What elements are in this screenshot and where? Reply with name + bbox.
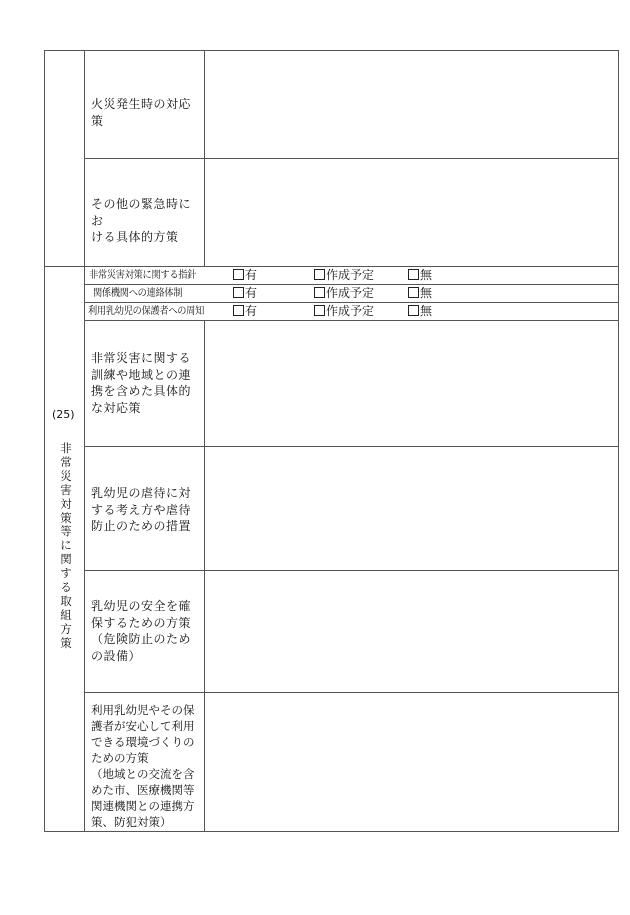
checklist-label: 利用乳幼児の保護者への周知 bbox=[88, 306, 205, 317]
option-planned[interactable]: 作成予定 bbox=[314, 285, 374, 302]
disaster-drill-field[interactable] bbox=[205, 321, 618, 446]
table-right-border bbox=[618, 50, 619, 832]
disaster-drill-label: 非常災害に関する 訓練や地域との連 携を含めた具体的 な対応策 bbox=[91, 351, 192, 415]
checkbox[interactable] bbox=[408, 305, 419, 316]
section-title: 非常災害対策等に関する取組方策 bbox=[60, 441, 72, 650]
abuse-prevention-field[interactable] bbox=[205, 447, 618, 570]
fire-response-label: 火災発生時の対応策 bbox=[91, 97, 192, 128]
environment-measures-field[interactable] bbox=[205, 693, 618, 831]
option-yes[interactable]: 有 bbox=[233, 267, 257, 284]
checkbox[interactable] bbox=[233, 287, 244, 298]
table-bottom-border bbox=[44, 831, 619, 832]
checkbox[interactable] bbox=[314, 287, 325, 298]
checklist-label: 関係機関への連絡体制 bbox=[93, 288, 183, 299]
option-no[interactable]: 無 bbox=[408, 285, 432, 302]
section-number: (25) bbox=[52, 408, 75, 421]
environment-measures-label: 利用乳幼児やその保 護者が安心して利用 できる環境づくりの ための方策 （地域との交流を含 めた市、医療機関等 関連機関との連携方 策、防犯対策） bbox=[91, 703, 195, 829]
checkbox[interactable] bbox=[233, 305, 244, 316]
safety-measures-field[interactable] bbox=[205, 571, 618, 692]
checkbox[interactable] bbox=[314, 305, 325, 316]
other-emergency-label: その他の緊急時にお ける具体的方策 bbox=[91, 197, 192, 244]
safety-measures-label: 乳幼児の安全を確 保するための方策 （危険防止のため の設備） bbox=[91, 599, 192, 663]
column-divider bbox=[84, 50, 85, 832]
table-left-border bbox=[44, 50, 45, 832]
checklist-label: 非常災害対策に関する指針 bbox=[89, 270, 197, 281]
option-yes[interactable]: 有 bbox=[233, 303, 257, 320]
checkbox[interactable] bbox=[408, 287, 419, 298]
option-planned[interactable]: 作成予定 bbox=[314, 267, 374, 284]
option-no[interactable]: 無 bbox=[408, 303, 432, 320]
option-no[interactable]: 無 bbox=[408, 267, 432, 284]
option-planned[interactable]: 作成予定 bbox=[314, 303, 374, 320]
checkbox[interactable] bbox=[314, 269, 325, 280]
checkbox[interactable] bbox=[233, 269, 244, 280]
abuse-prevention-label: 乳幼児の虐待に対 する考え方や虐待 防止のための措置 bbox=[91, 486, 192, 533]
option-yes[interactable]: 有 bbox=[233, 285, 257, 302]
other-emergency-field[interactable] bbox=[205, 159, 618, 266]
fire-response-field[interactable] bbox=[205, 51, 618, 158]
checkbox[interactable] bbox=[408, 269, 419, 280]
